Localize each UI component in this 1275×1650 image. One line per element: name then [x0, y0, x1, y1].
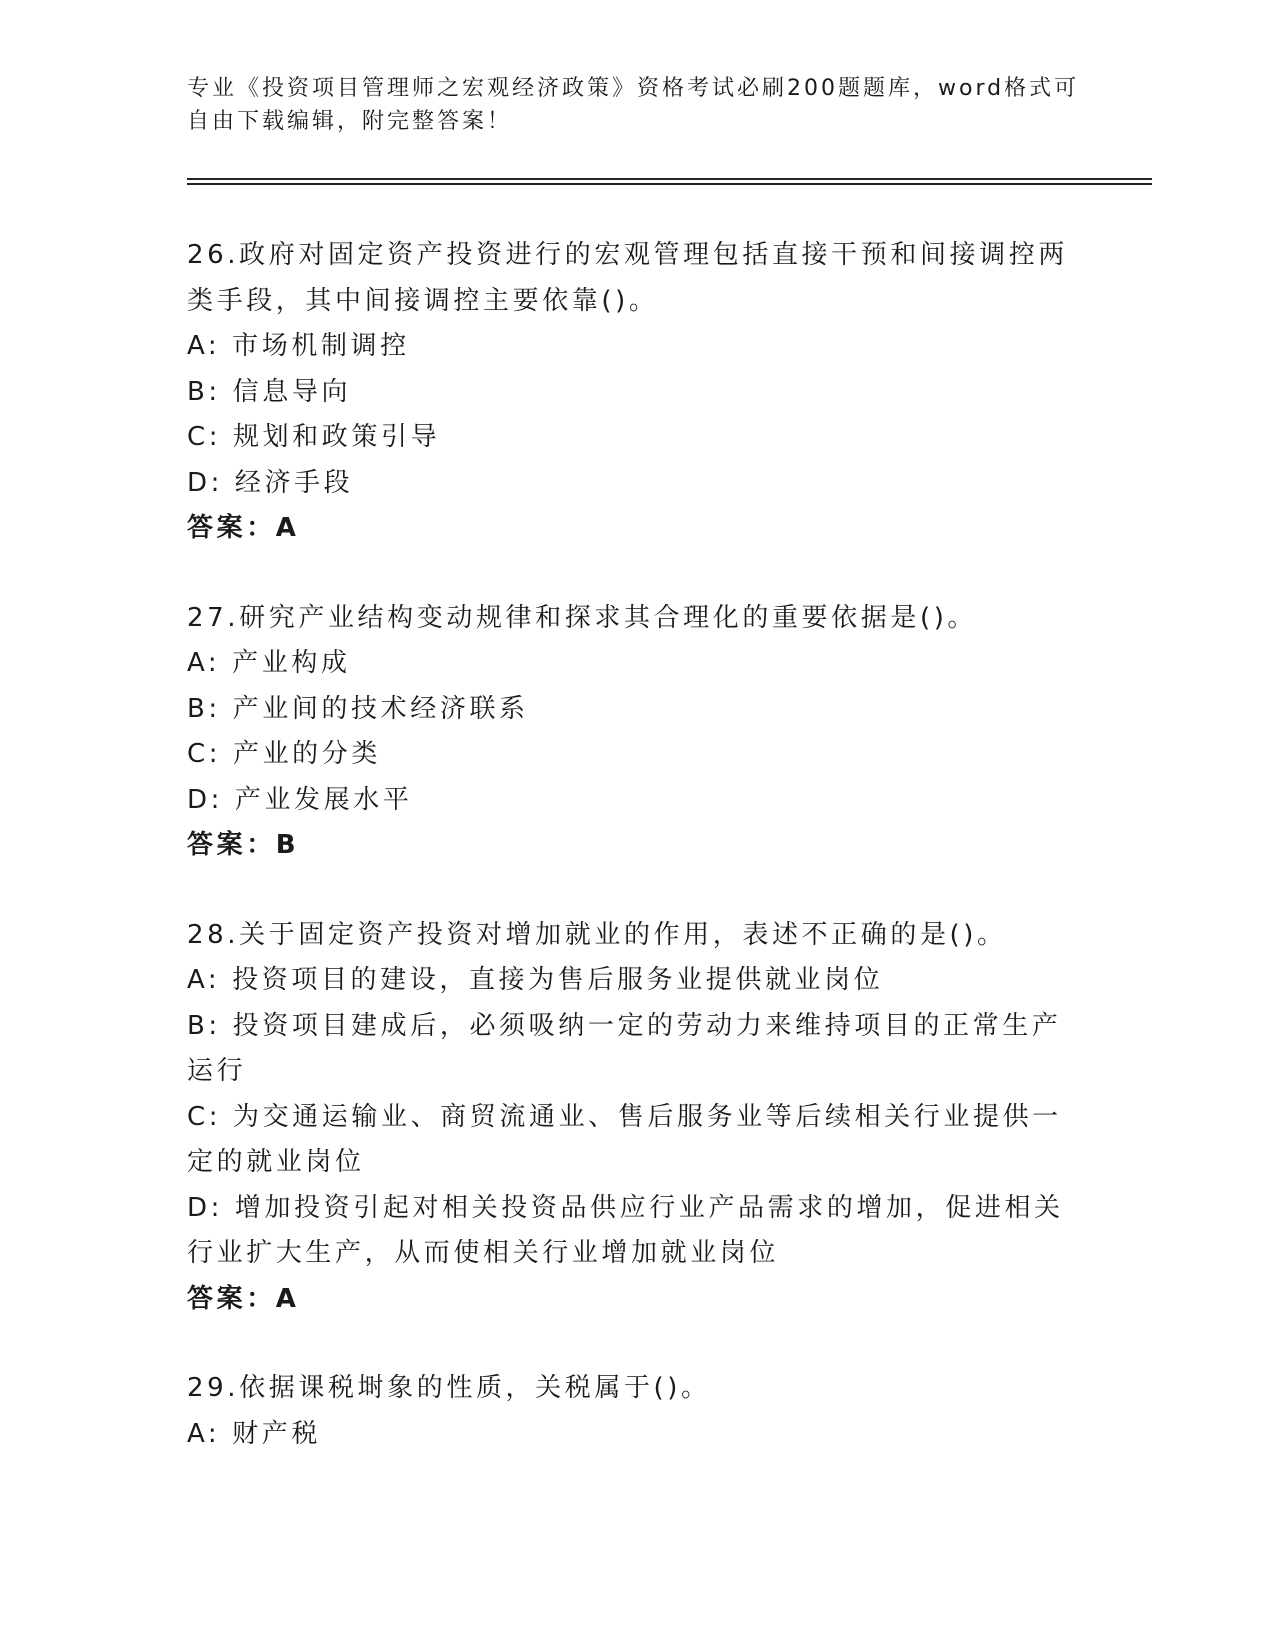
- question-stem: 28.关于固定资产投资对增加就业的作用，表述不正确的是()。: [187, 919, 1007, 950]
- option-b: B: 产业间的技术经济联系: [187, 693, 529, 724]
- document-header: [187, 72, 1087, 138]
- option-a: A: 投资项目的建设，直接为售后服务业提供就业岗位: [187, 965, 884, 995]
- question-26: [187, 233, 1077, 552]
- header-line-2: 自由下载编辑，附完整答案！: [187, 109, 513, 134]
- question-stem: 29.依据课税埘象的性质，关税属于()。: [187, 1373, 711, 1403]
- option-d: D: 经济手段: [187, 467, 354, 498]
- answer: 答案：A: [187, 513, 300, 543]
- question-29: [187, 1366, 1077, 1457]
- option-c: C: 为交通运输业、商贸流通业、售后服务业等后续相关行业提供一定的就业岗位: [187, 1101, 1062, 1177]
- question-stem: 26.政府对固定资产投资进行的宏观管理包括直接干预和间接调控两类手段，其中间接调控主要依靠()。: [187, 240, 1068, 316]
- answer: 答案：B: [187, 830, 300, 860]
- question-stem: 27.研究产业结构变动规律和探求其合理化的重要依据是()。: [187, 602, 978, 633]
- answer: 答案：A: [187, 1283, 300, 1314]
- option-c: C: 规划和政策引导: [187, 422, 441, 452]
- option-b: B: 信息导向: [187, 376, 352, 407]
- question-28: [187, 913, 1077, 1323]
- option-d: D: 产业发展水平: [187, 784, 413, 815]
- option-a: A: 产业构成: [187, 648, 351, 678]
- header-line-1: 专业《投资项目管理师之宏观经济政策》资格考试必刷200题题库，word格式可: [187, 76, 1080, 101]
- option-a: A: 财产税: [187, 1418, 321, 1449]
- option-b: B: 投资项目建成后，必须吸纳一定的劳动力来维持项目的正常生产运行: [187, 1010, 1062, 1086]
- option-c: C: 产业的分类: [187, 739, 381, 769]
- option-d: D: 增加投资引起对相关投资品供应行业产品需求的增加，促进相关行业扩大生产，从而使相关行业增加就业岗位: [187, 1192, 1064, 1268]
- option-a: A: 市场机制调控: [187, 331, 410, 361]
- question-27: [187, 596, 1077, 869]
- question-list: [187, 233, 1077, 1457]
- header-divider: [187, 178, 1152, 185]
